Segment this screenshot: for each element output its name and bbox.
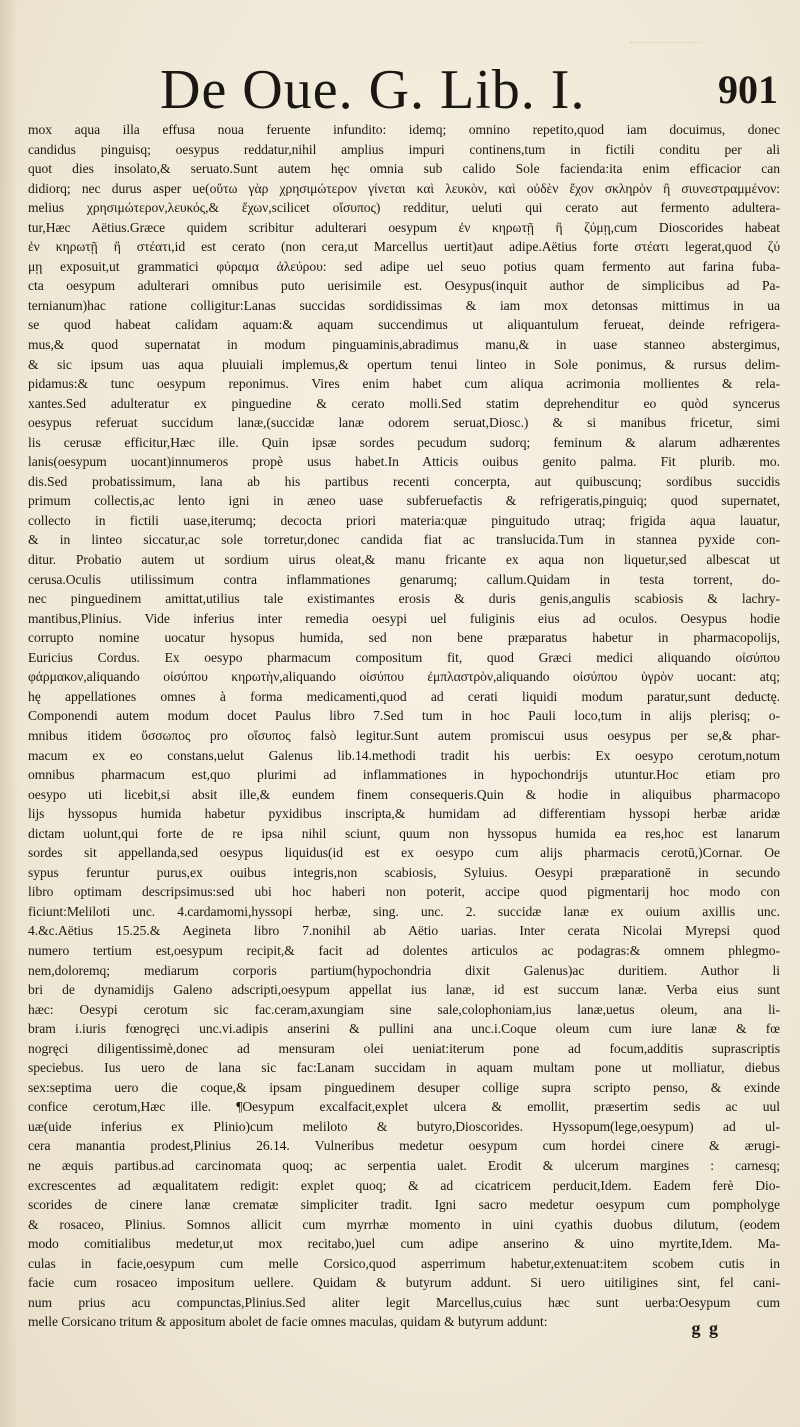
text-line: candidus pinguisq; oesypus reddatur,nihil amplius impuri continens,tum in fictili conditu per ali (28, 141, 780, 157)
text-line: ne æquis partibus.ad carcinomata quoq; ac serpentia ualet. Erodit & ulcerum margines : carnesq; (28, 1157, 780, 1173)
text-line: cta oesypum adulterari omnibus puto uerisimile est. Oesypus(inquit author de simplicibus ad Pa- (28, 278, 780, 294)
page-gutter-shadow (0, 0, 18, 1427)
text-line: excrescentes ad æqualitatem redigit: explet quoq; & ad cicatricem perducit,Idem. Eadem ferè Dio- (28, 1177, 780, 1193)
text-line: mnibus itidem ὕσσωπος pro οἴσυπος falsò legitur.Sunt autem promiscui usus oesypus per se,& phar- (28, 727, 780, 743)
text-line: ditur. Probatio autem ut sordium uirus oleat,& manu fricante ex aqua non liquetur,sed albescat ut (28, 552, 780, 568)
signature-mark: g g (691, 1318, 720, 1338)
text-line: cerusa.Oculis utilissimum contra inflammationes genarumq; callum.Quidam in testa torrent, do- (28, 571, 780, 587)
body-text-block (28, 120, 780, 1332)
text-line: nec pinguedinem amittat,utilius tale existimantes erosis & duris genis,angulis scabiosis & lachry- (28, 591, 780, 607)
text-line: modo comitialibus medetur,ut mox recitabo,)uel cum adipe anserino & uino myrtite,Idem. Ma- (28, 1236, 780, 1252)
text-line: cera manantia prodest,Plinius 26.14. Vulneribus medetur oesypum cum hordei cinere & ærugi- (28, 1138, 780, 1154)
text-line: culas in facie,oesypum cum melle Corsico,quod asperrimum habetur,extenuat:item scobem cutis in (28, 1255, 780, 1271)
text-line: lis cerusæ efficitur,Hæc ille. Quin ipsæ sordes pecudum sudorq; feminum & alarum adhærentes (28, 434, 780, 450)
text-line: bri de dynamidijs Galeno adscripti,oesypum appellat ius lanæ, id est succum lanæ. Verba eius sunt (28, 982, 780, 998)
text-line: speciebus. Ius uero de lana sic fac:Lanam succidam in aquam multam pone ut molliatur, diebus (28, 1060, 780, 1076)
text-line: bram i.iuris fœnogręci unc.vi.adipis anserini & pullini ana unc.i.Coque oleum cum iure lanæ & fœ (28, 1021, 780, 1037)
text-line: nogręci diligentissimè,donec ad mensuram olei ueniat:iterum pone ad focum,additis suprascriptis (28, 1040, 780, 1056)
text-line: omnibus pharmacum est,quo plurimi ad inflammationes in hypochondrijs utuntur.Hoc etiam pro (28, 767, 780, 783)
text-line: 4.&c.Aëtius 15.25.& Aegineta libro 7.nonihil ab Aëtio uarias. Inter cerata Nicolai Myrepsi quod (28, 923, 780, 939)
text-line: numero tertium est,oesypum recipit,& facit ad dolentes articulos ac podagras:& omnem phlegmo- (28, 942, 780, 958)
running-title: De Oue. G. Lib. I. (160, 59, 586, 121)
text-line: Componendi autem modum docet Paulus libro 7.Sed tum in hoc Pauli loco,tum in alijs plerisq; o- (28, 708, 780, 724)
text-line: sordes sit appellanda,sed oesypus liquidus(id est ex oesypo cum alijs pharmacis cerotū,)Cornar. Oe (28, 845, 780, 861)
text-line: mox aqua illa effusa noua feruente infundito: idemq; omnino repetito,quod iam docuimus, donec (28, 122, 780, 137)
text-line: ἐν κηρωτῇ ἢ στέατι,id est cerato (non cera,ut Marcellus uertit)aut adipe.Aëtius forte στέατι legerat,quod ζύ (28, 239, 780, 255)
text-line: libro optimam descripsimus:sed ubi hoc haberi non poterit, accipe quod pigmentarij hoc modo con (28, 884, 780, 900)
text-line: & in linteo siccatur,ac sole torretur,donec candida fiat ac translucida.Tum in stannea pyxide con- (28, 532, 780, 548)
text-line: & rosaceo, Plinius. Somnos allicit cum myrrhæ momento in uini cyathis duobus dilutum, (eodem (28, 1216, 780, 1232)
text-line: nem,doloremq; mediarum corporis partium(hypochondria dixit Galenus)ac duritiem. Author li (28, 962, 780, 978)
text-line: scorides de cinere lanæ crematæ simpliciter tradit. Igni sacro medetur oesypum cum pompholyge (28, 1197, 780, 1213)
text-line: dis.Sed probatissimum, lana ab his partibus recenti concerpta, aut quibuscunq; sordibus succidis (28, 473, 780, 489)
text-line: sex:septima uero die coque,& ipsam pinguedinem desuper collige supra scripto penso, & exinde (28, 1079, 780, 1095)
text-line: lanis(oesypum uocant)innumeros propè usus habet.In Atticis ouibus genito palma. Fit plurib. mo. (28, 454, 780, 470)
text-line: tur,Hæc Aëtius.Græce quidem scribitur adulterari oesypum ἐν κηρωτῇ ἢ ζύμῃ,cum Dioscorides habeat (28, 219, 780, 235)
text-line: facie cum rosaceo impositum uellere. Quidam & butyrum addunt. Si uero uitiligines sint, fel cani- (28, 1275, 780, 1291)
text-line: confice cerotum,Hæc ille. ¶Oesypum excalfacit,explet ulcera & emollit, præsertim sedis ac uul (28, 1099, 780, 1115)
text-line: oesypo uti licebit,si absit ille,& eundem finem consequeris.Quin & hodie in aliquibus pharmacopo (28, 786, 780, 802)
text-line: didiorq; nec durus asper ue(οὕτω γὰρ χρησιμώτερον γίνεται καὶ λευκὸν, καὶ οὐδὲν ἔχον σκληρὸν ἢ σιυνεστραμμένον: (28, 180, 780, 196)
text-line: se quod habeat calidam aquam:& aquam succendimus ut aliquantulum ferueat, deinde refrigera- (28, 317, 780, 333)
text-line: hę appellationes omnes à forma medicamenti,quod ad cerati liquidi modum paratur,sunt deductę. (28, 688, 780, 704)
text-line: sypus feruntur purus,ex ouibus integris,non scabiosis, Syluius. Oesypi præparationē in secundo (28, 864, 780, 880)
text-line: hæc: Oesypi cerotum sic fac.ceram,axungiam sine sale,colophoniam,ius lanæ,uetus oleum, ana li- (28, 1001, 780, 1017)
text-line: φάρμακον,aliquando οἰσύπου κηρωτὴν,aliquando οἰσύπου ἐμπλαστρὸν,aliquando οἰσύπου ὑγρὸν uocant: atq; (28, 669, 780, 685)
text-line: ficiunt:Meliloti unc. 4.cardamomi,hyssopi herbæ, sing. unc. 2. succidæ lanæ ex ouium axillis unc. (28, 903, 780, 919)
text-line: primum collectis,ac lento igni in æneo uase subferuefactis & refrigeratis,pinguiq; quod supernatet, (28, 493, 780, 509)
folio-number: 901 (718, 67, 778, 112)
text-line: pidamus:& tunc oesypum reponimus. Vires enim habet cum aliqua acrimonia mollientes & rela- (28, 376, 780, 392)
text-line: melle Corsicano tritum & appositum abolet de facie omnes maculas, quidam & butyrum addunt: (28, 1314, 548, 1330)
text-line: macum ex eo constans,uelut Galenus lib.14.methodi tradit his uerbis: Ex oesypo cerotum,notum (28, 747, 780, 763)
text-line: dictam uolunt,qui forte de re ipsa nihil sciunt, quum non hyssopus humida ea res,hoc est lanarum (28, 825, 780, 841)
faint-library-mark (630, 24, 700, 43)
text-line: ternianum)hac ratione colligitur:Lanas succidas sordidissimas & iam mox detonsas mittimus in ua (28, 297, 780, 313)
text-line: Euricius Cordus. Ex oesypo pharmacum compositum fit, quod Græci medici aliquando οἰσύπου (28, 649, 780, 665)
text-line: num prius acu compunctas,Plinius.Sed aliter legit Marcellus,cuius hæc sunt uerba:Oesypum cum (28, 1294, 780, 1310)
text-line: quot dies insolato,& seruato.Sunt autem hęc omnia sub calido Sole facienda:ita enim efficacior can (28, 161, 780, 177)
page-header (160, 48, 700, 121)
text-line: xantes.Sed adulteratur ex pinguedine & cerato molli.Sed statim deprehenditur eo quòd syncerus (28, 395, 780, 411)
text-line: corrupto nomine uocatur hysopus humida, sed non bene præparatus habetur in pharmacopolijs, (28, 630, 780, 646)
text-line: uæ(uide inferius ex Plinio)cum meliloto & butyro,Dioscorides. Hyssopum(lege,oesypum) ad ul- (28, 1118, 780, 1134)
text-line: mantibus,Plinius. Vide inferius inter remedia oesypi uel fuliginis eius ad oculos. Oesypus hodie (28, 610, 780, 626)
text-line: mus,& quod supernatat in modum pinguaminis,abradimus manu,& in uase stanneo abstergimus, (28, 337, 780, 353)
text-line: collecto in fictili uase,iterumq; decocta priori materia:quæ pinguitudo utraq; frigida aqua lauatur, (28, 512, 780, 528)
text-line: μῃ exposuit,ut grammatici φύραμα ἀλεύρου: sed adipe uel seuo potius quam fermento aut farina fuba- (28, 258, 780, 274)
text-line: melius χρησιμώτερον,λευκός,& ἔχων,scilicet οἴσυπος) redditur, ueluti qui cerato aut fermento adultera- (28, 200, 780, 216)
text-line: oesypus referuat succidum lanæ,(succidæ lanæ odorem seruat,Diosc.) & si manibus fricetur, simi (28, 415, 780, 431)
text-line: lijs hyssopus humida habetur pyxidibus inscripta,& humidam ad differentiam hyssopi herbæ aridæ (28, 806, 780, 822)
text-line: & sic ipsum uas aqua pluuiali implemus,& opertum tenui linteo in Sole ponimus, & rursus delim- (28, 356, 780, 372)
